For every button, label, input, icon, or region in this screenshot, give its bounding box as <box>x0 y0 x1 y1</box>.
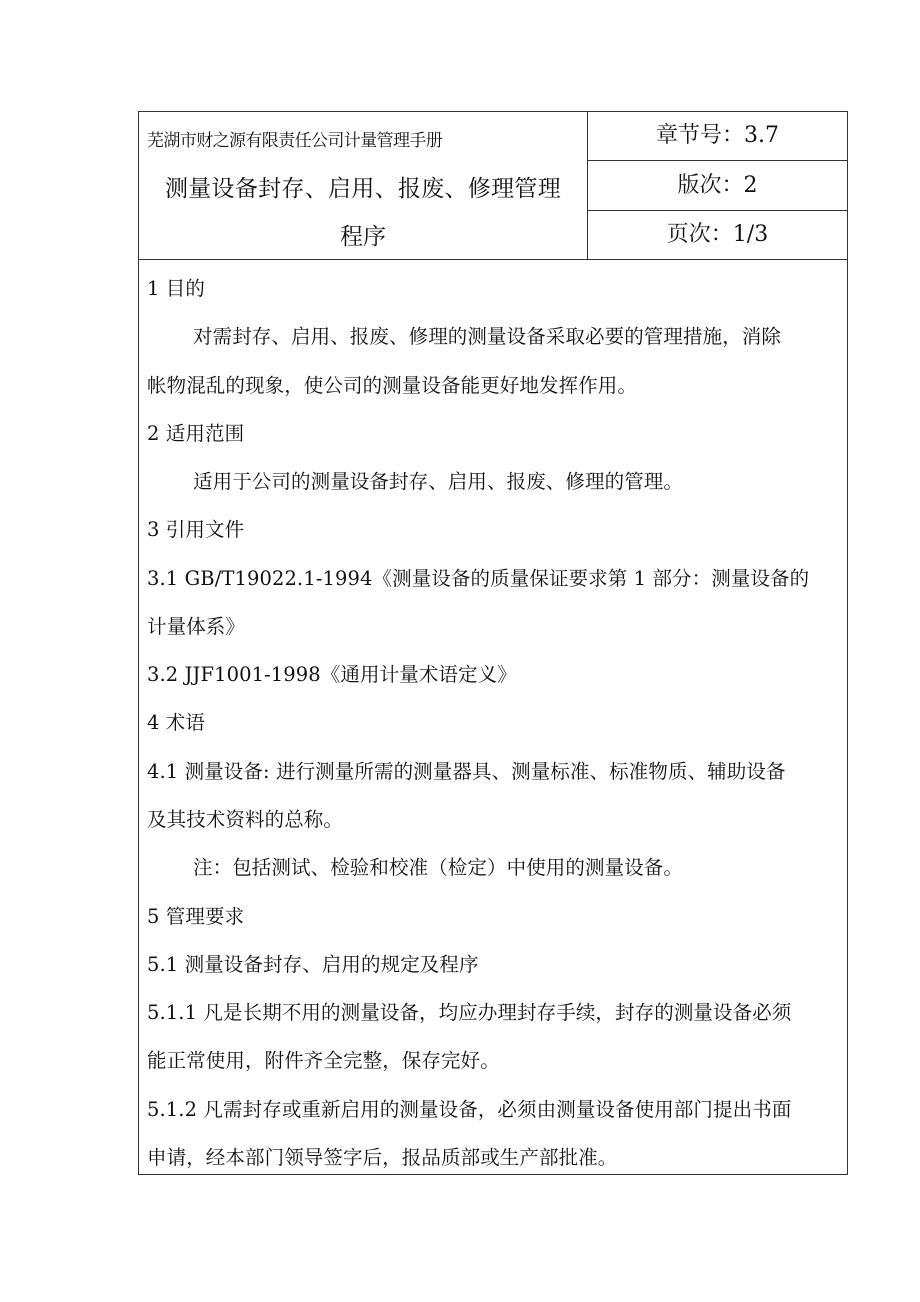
section-heading-purpose: 1 目的 <box>147 277 206 300</box>
note-line: 注：包括测试、检验和校准（检定）中使用的测量设备。 <box>193 856 684 879</box>
subsection-heading: 5.1 测量设备封存、启用的规定及程序 <box>147 953 479 976</box>
clause-line: 5.1.2 凡需封存或重新启用的测量设备，必须由测量设备使用部门提出书面 <box>147 1098 792 1121</box>
procedure-title-line2: 程序 <box>340 224 386 250</box>
clause-line: 申请，经本部门领导签字后，报品质部或生产部批准。 <box>147 1146 618 1169</box>
clause-line: 5.1.1 凡是长期不用的测量设备，均应办理封存手续，封存的测量设备必须 <box>147 1001 792 1024</box>
chapter-number: 章节号：3.7 <box>588 112 847 161</box>
paragraph-line: 帐物混乱的现象，使公司的测量设备能更好地发挥作用。 <box>147 374 638 397</box>
section-heading-terms: 4 术语 <box>147 711 206 734</box>
procedure-title-line1: 测量设备封存、启用、报废、修理管理 <box>164 176 562 202</box>
reference-item: 3.2 JJF1001-1998《通用计量术语定义》 <box>147 663 517 686</box>
header-title-cell <box>139 112 588 259</box>
clause-line: 能正常使用，附件齐全完整，保存完好。 <box>147 1049 500 1072</box>
paragraph-line: 适用于公司的测量设备封存、启用、报废、修理的管理。 <box>193 470 684 493</box>
term-definition-continuation: 及其技术资料的总称。 <box>147 808 344 831</box>
term-definition: 4.1 测量设备: 进行测量所需的测量器具、测量标准、标准物质、辅助设备 <box>147 760 786 783</box>
header-meta-cell <box>588 112 847 259</box>
section-heading-references: 3 引用文件 <box>147 518 245 541</box>
reference-item-continuation: 计量体系》 <box>147 615 246 638</box>
reference-item: 3.1 GB/T19022.1-1994《测量设备的质量保证要求第 1 部分：测量设备的 <box>147 567 810 590</box>
edition-number: 版次：2 <box>588 161 847 211</box>
paragraph-line: 对需封存、启用、报废、修理的测量设备采取必要的管理措施，消除 <box>193 325 782 348</box>
document-table <box>138 111 848 1175</box>
page-number: 页次：1/3 <box>666 222 769 247</box>
document-header <box>139 112 847 260</box>
company-manual-name: 芜湖市财之源有限责任公司计量管理手册 <box>147 131 443 151</box>
section-heading-management: 5 管理要求 <box>147 905 245 928</box>
section-heading-scope: 2 适用范围 <box>147 422 245 445</box>
